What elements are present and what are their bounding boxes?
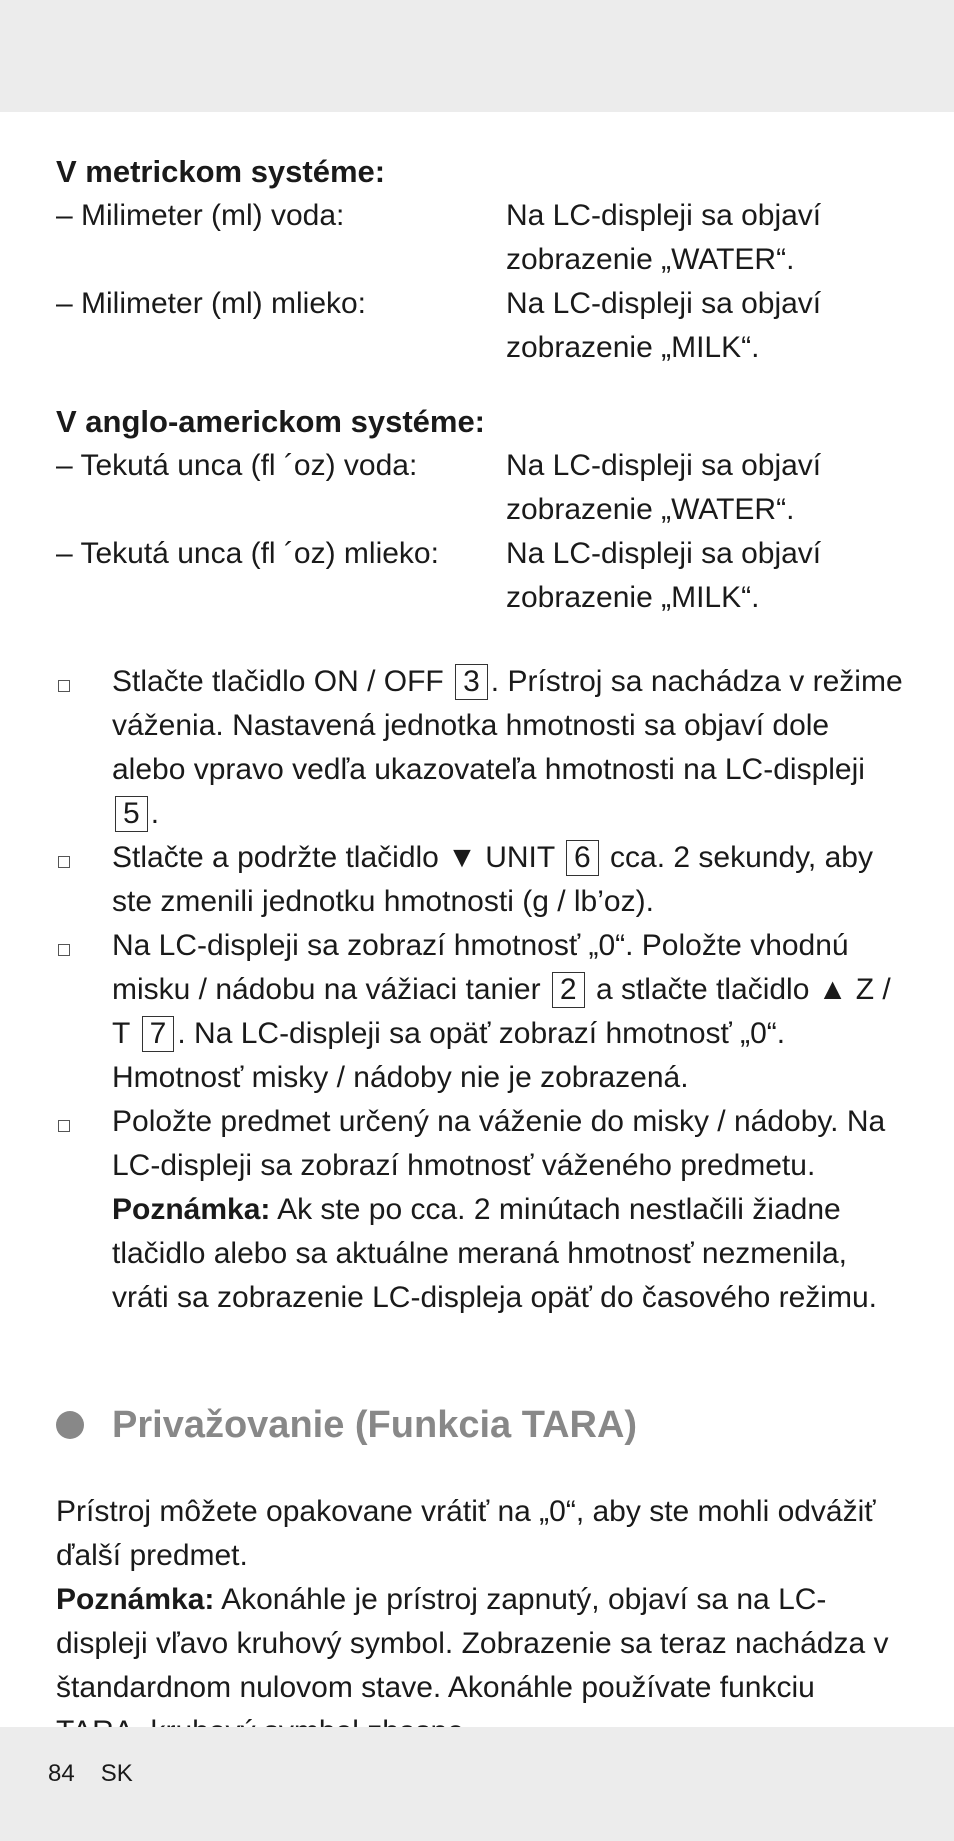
page-footer	[48, 1760, 159, 1788]
unit-label: – Tekutá unca (fl ´oz) mlieko:	[56, 537, 439, 570]
imperial-row-water	[56, 444, 906, 532]
checkbox-bullet-icon	[56, 1100, 112, 1320]
section-title: Privažovanie (Funkcia TARA)	[112, 1404, 638, 1446]
language-code: SK	[100, 1760, 133, 1787]
imperial-row-milk	[56, 532, 906, 620]
metric-row-milk	[56, 282, 906, 370]
metric-row-water	[56, 194, 906, 282]
part-number-box: 5	[115, 796, 148, 832]
bullet-dot-icon	[56, 1411, 84, 1439]
section-heading	[56, 1400, 906, 1450]
unit-description: Na LC-displeji sa objaví zobrazenie „WATER“.	[506, 449, 822, 526]
page-content	[56, 150, 906, 1754]
unit-description: Na LC-displeji sa objaví zobrazenie „MILK“.	[506, 537, 822, 614]
part-number-box: 7	[142, 1016, 175, 1052]
part-number-box: 3	[455, 664, 488, 700]
list-item: Stlačte tlačidlo ON / OFF 3 . Prístroj sa nachádza v režime váženia. Nastavená jednotka hmotnosti sa objaví dole alebo vpravo vedľa ukazovateľa hmotnosti na LC-displeji 5 .	[56, 660, 906, 836]
header-band	[0, 0, 954, 112]
list-item: Na LC-displeji sa zobrazí hmotnosť „0“. Položte vhodnú misku / nádobu na vážiaci tanier 2 a stlačte tlačidlo ▲ Z / T 7 . Na LC-displeji sa opäť zobrazí hmotnosť „0“. Hmotnosť misky / nádoby nie je zobrazená.	[56, 924, 906, 1100]
section-note: Poznámka: Akonáhle je prístroj zapnutý, objaví sa na LC-displeji vľavo kruhový symbol. Zobrazenie sa teraz nachádza v štandardnom nulovom stave. Akonáhle používate funkciu	[56, 1583, 889, 1704]
unit-description: Na LC-displeji sa objaví zobrazenie „MILK“.	[506, 287, 822, 364]
part-number-box: 6	[566, 840, 599, 876]
list-item: Stlačte a podržte tlačidlo ▼ UNIT 6 cca. 2 sekundy, aby ste zmenili jednotku hmotnosti (g / lb’oz).	[56, 836, 906, 924]
unit-label: – Tekutá unca (fl ´oz) voda:	[56, 449, 418, 482]
section-paragraph: Prístroj môžete opakovane vrátiť na „0“, aby ste mohli odvážiť ďalší predmet.	[56, 1495, 876, 1572]
unit-description: Na LC-displeji sa objaví zobrazenie „WATER“.	[506, 199, 822, 276]
note-label: Poznámka:	[112, 1193, 271, 1226]
checkbox-bullet-icon	[56, 660, 112, 836]
checkbox-bullet-icon	[56, 924, 112, 1100]
unit-label: – Milimeter (ml) mlieko:	[56, 287, 367, 320]
note-label: Poznámka:	[56, 1583, 215, 1616]
checkbox-bullet-icon	[56, 836, 112, 924]
step-list	[56, 660, 906, 1320]
unit-label: – Milimeter (ml) voda:	[56, 199, 345, 232]
page-number: 84	[48, 1760, 75, 1787]
list-item: Položte predmet určený na váženie do misky / nádoby. Na LC-displeji sa zobrazí hmotnosť váženého predmetu. Poznámka: Ak ste po cca. 2 minútach nestlačili žiadne tlačidlo alebo sa aktuálne meraná hmotnosť nezmenila, vráti sa zobrazenie LC-displeja opäť do časového režimu.	[56, 1100, 906, 1320]
part-number-box: 2	[552, 972, 585, 1008]
metric-heading: V metrickom systéme:	[56, 154, 386, 189]
imperial-heading: V anglo-americkom systéme:	[56, 404, 486, 439]
